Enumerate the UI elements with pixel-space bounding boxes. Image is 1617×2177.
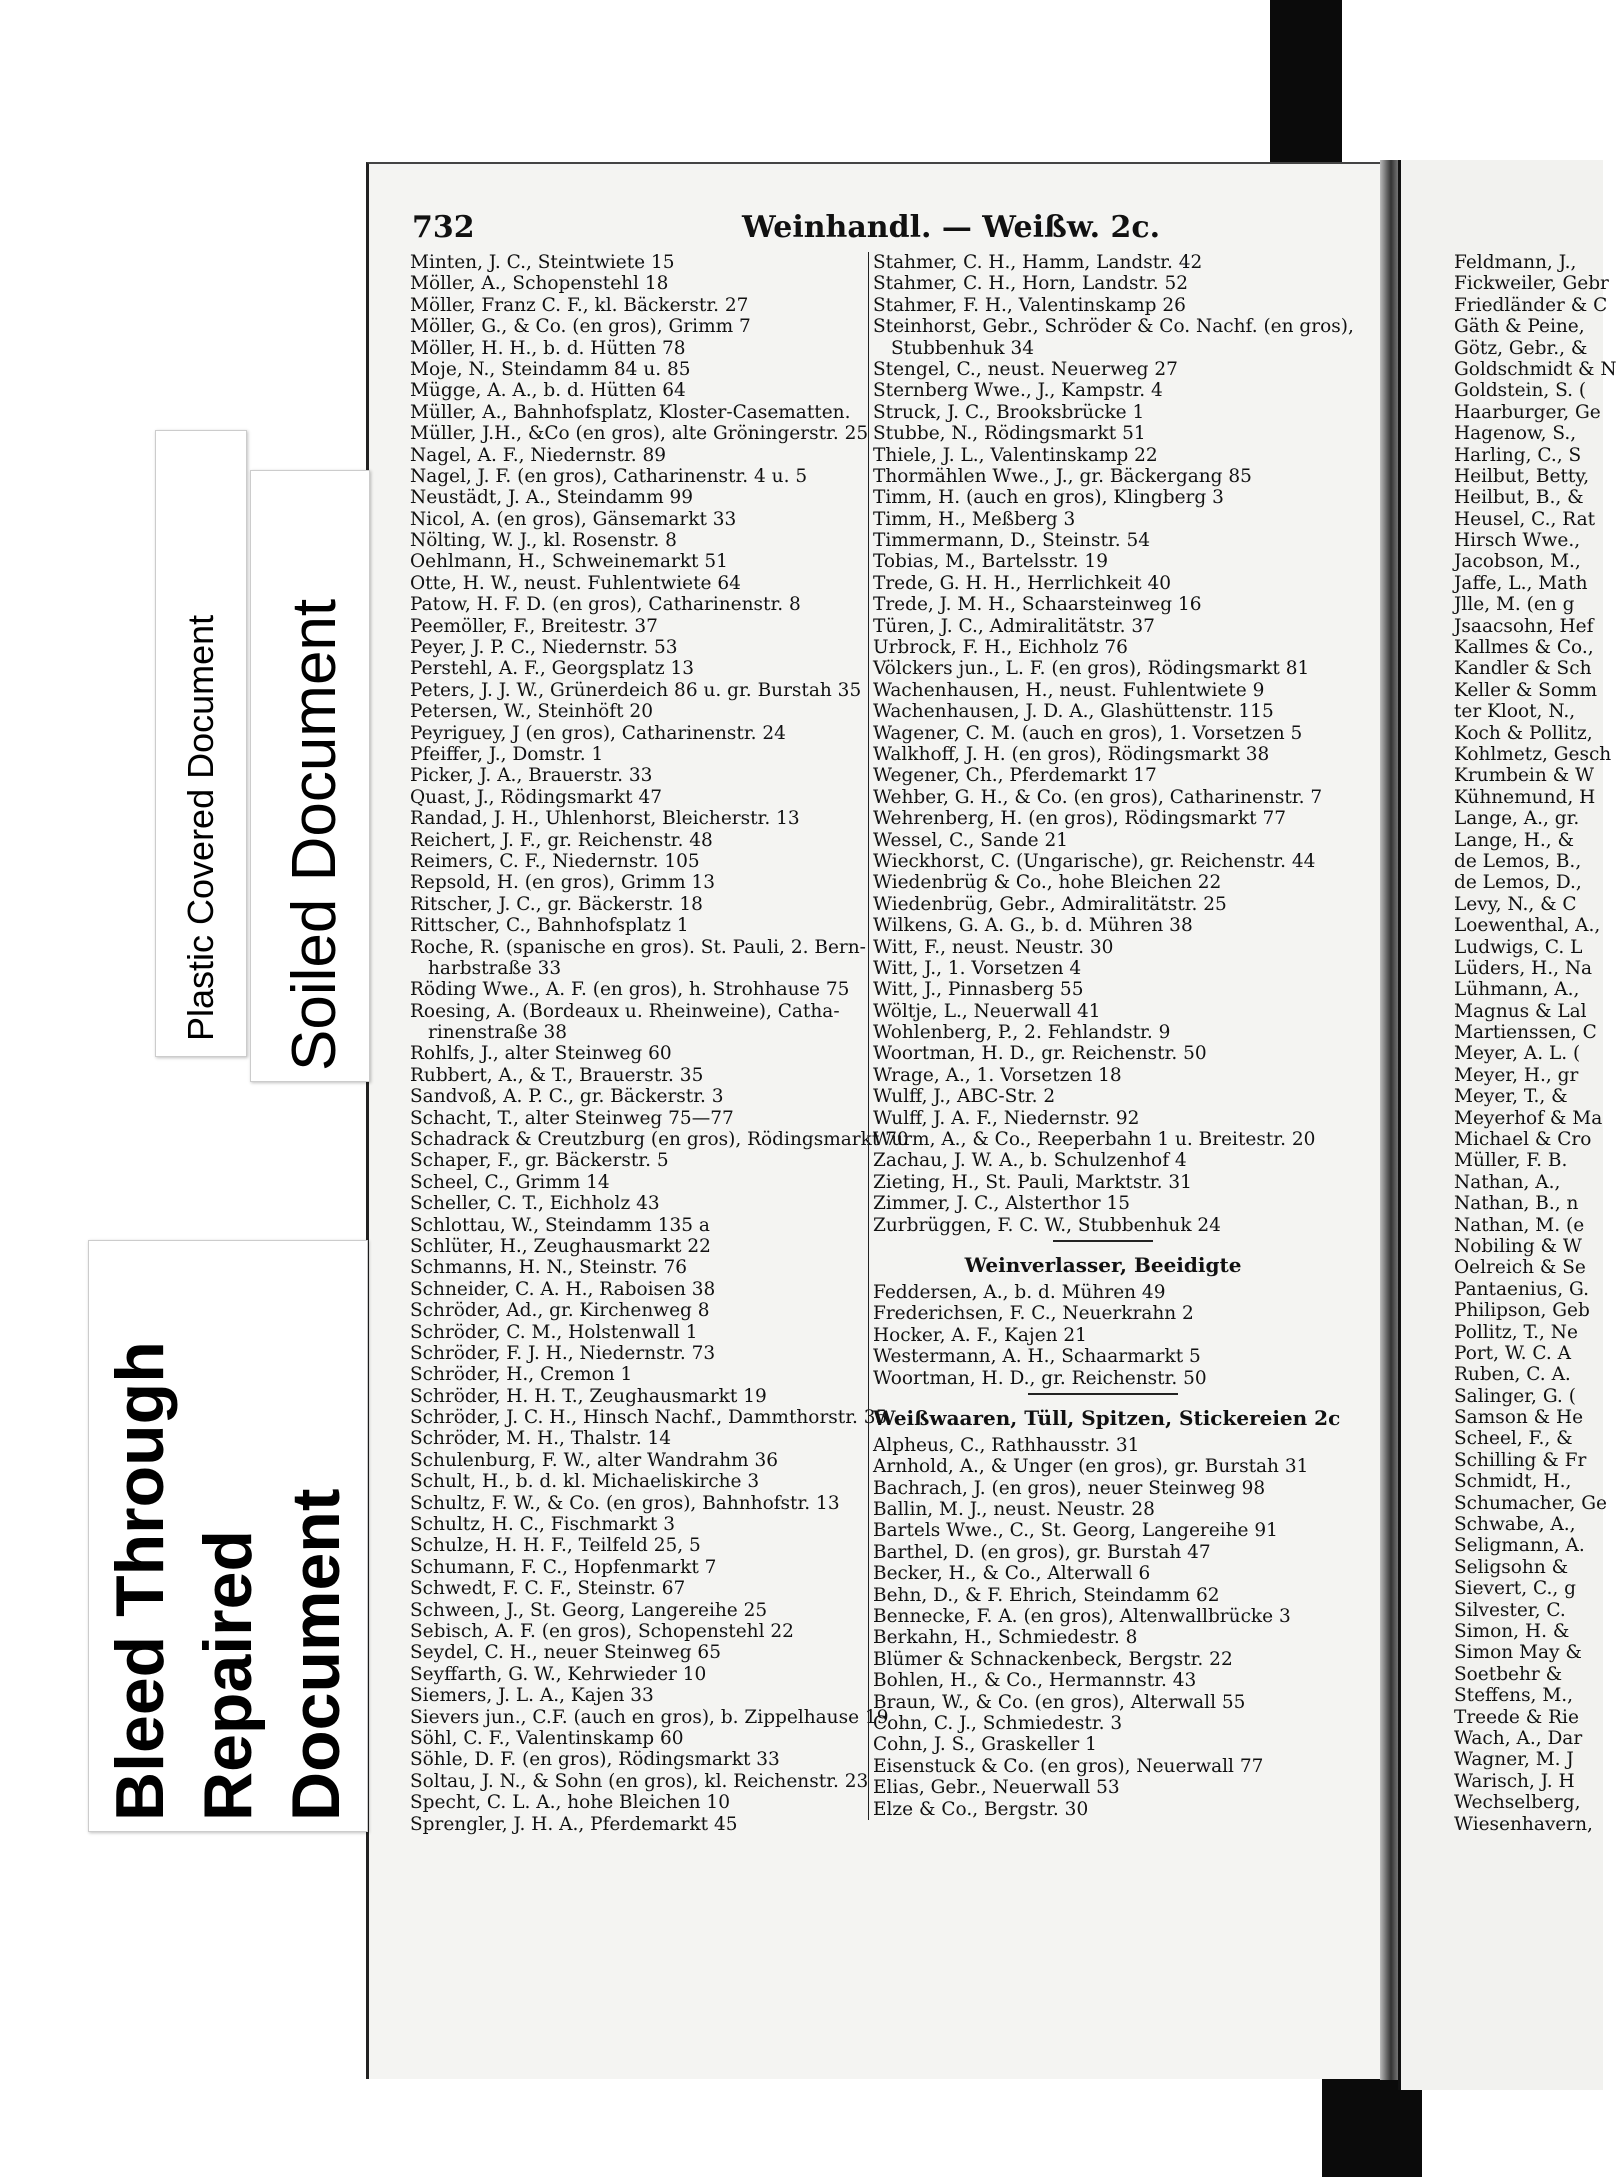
list-item: Meyer, T., & xyxy=(1454,1086,1568,1108)
list-item: Stengel, C., neust. Neuerweg 27 xyxy=(873,358,1178,380)
list-item: Thiele, J. L., Valentinskamp 22 xyxy=(873,444,1158,466)
list-item: Frederichsen, F. C., Neuerkrahn 2 xyxy=(873,1303,1194,1325)
label-soiled xyxy=(250,470,370,1082)
list-item: Schulenburg, F. W., alter Wandrahm 36 xyxy=(410,1449,778,1471)
list-item: Treede & Rie xyxy=(1454,1706,1579,1728)
list-item: Peters, J. J. W., Grünerdeich 86 u. gr. Burstah 35 xyxy=(410,679,862,701)
label-plastic-covered xyxy=(155,430,247,1057)
list-item: Peyriguey, J (en gros), Catharinenstr. 24 xyxy=(410,722,786,744)
list-item: Meyer, A. L. ( xyxy=(1454,1043,1581,1065)
list-item: Neustädt, J. A., Steindamm 99 xyxy=(410,487,694,509)
list-item: Pfeiffer, J., Domstr. 1 xyxy=(410,743,604,765)
list-item: Soetbehr & xyxy=(1454,1663,1563,1685)
list-item: Schult, H., b. d. kl. Michaeliskirche 3 xyxy=(410,1471,760,1493)
list-item: Walkhoff, J. H. (en gros), Rödingsmarkt 38 xyxy=(873,743,1270,765)
list-item: Hagenow, S., xyxy=(1454,423,1577,445)
list-item: Timmermann, D., Steinstr. 54 xyxy=(873,530,1151,552)
list-item: Feddersen, A., b. d. Mühren 49 xyxy=(873,1281,1166,1303)
binder-clip-top xyxy=(1270,0,1342,165)
list-item: Schröder, H., Cremon 1 xyxy=(410,1364,633,1386)
list-item: Salinger, G. ( xyxy=(1454,1385,1576,1407)
list-item: Wilkens, G. A. G., b. d. Mühren 38 xyxy=(873,915,1193,937)
list-item: Wulff, J. A. F., Niedernstr. 92 xyxy=(873,1107,1140,1129)
list-item: Reimers, C. F., Niedernstr. 105 xyxy=(410,850,700,872)
list-item: rinenstraße 38 xyxy=(428,1022,568,1044)
list-item: Mügge, A. A., b. d. Hütten 64 xyxy=(410,380,686,402)
list-item: Bennecke, F. A. (en gros), Altenwallbrücke 3 xyxy=(873,1606,1291,1628)
list-item: Trede, G. H. H., Herrlichkeit 40 xyxy=(873,572,1172,594)
list-item: Seligsohn & xyxy=(1454,1556,1569,1578)
label-soiled-text: Soiled Document xyxy=(280,598,349,1071)
list-item: Heilbut, Betty, xyxy=(1454,465,1590,487)
list-item: Sternberg Wwe., J., Kampstr. 4 xyxy=(873,380,1163,402)
list-item: Wiedenbrüg, Gebr., Admiralitätstr. 25 xyxy=(873,893,1227,915)
list-item: Timm, H. (auch en gros), Klingberg 3 xyxy=(873,487,1224,509)
list-item: Timm, H., Meßberg 3 xyxy=(873,508,1076,530)
list-item: Zurbrüggen, F. C. W., Stubbenhuk 24 xyxy=(873,1214,1221,1236)
list-item: Elias, Gebr., Neuerwall 53 xyxy=(873,1777,1120,1799)
list-item: Müller, J.H., &Co (en gros), alte Gröningerstr. 25 xyxy=(410,423,869,445)
list-item: Nathan, A., xyxy=(1454,1171,1561,1193)
list-item: Schadrack & Creutzburg (en gros), Rödingsmarkt 70 xyxy=(410,1129,909,1151)
list-item: Sebisch, A. F. (en gros), Schopenstehl 22 xyxy=(410,1621,794,1642)
list-item: Michael & Cro xyxy=(1454,1129,1592,1151)
list-item: Wrage, A., 1. Vorsetzen 18 xyxy=(873,1064,1122,1086)
list-item: Scheel, F., & xyxy=(1454,1428,1573,1450)
list-item: Roesing, A. (Bordeaux u. Rheinweine), Catha- xyxy=(410,1000,840,1022)
brokers-list xyxy=(873,1282,1333,1389)
list-item: Moje, N., Steindamm 84 u. 85 xyxy=(410,358,691,380)
right-page-column xyxy=(1454,252,1617,1835)
list-item: Berkahn, H., Schmiedestr. 8 xyxy=(873,1627,1138,1649)
list-item: Loewenthal, A., xyxy=(1454,915,1601,937)
list-item: Cohn, C. J., Schmiedestr. 3 xyxy=(873,1713,1123,1734)
list-item: Patow, H. F. D. (en gros), Catharinenstr. 8 xyxy=(410,594,801,616)
section-title-whitegoods: Weißwaaren, Tüll, Spitzen, Stickereien 2c xyxy=(873,1405,1341,1430)
list-item: Friedländer & C xyxy=(1454,294,1608,316)
list-item: Behn, D., & F. Ehrich, Steindamm 62 xyxy=(873,1584,1220,1606)
list-item: Steffens, M., xyxy=(1454,1685,1574,1707)
list-item: Witt, J., 1. Vorsetzen 4 xyxy=(873,957,1082,979)
list-item: Türen, J. C., Admiralitätstr. 37 xyxy=(873,615,1155,637)
list-item: Jaffe, L., Math xyxy=(1454,572,1588,594)
list-item: Port, W. C. A xyxy=(1454,1342,1572,1364)
list-item: Blümer & Schnackenbeck, Bergstr. 22 xyxy=(873,1648,1233,1670)
list-item: Seyffarth, G. W., Kehrwieder 10 xyxy=(410,1663,707,1685)
list-item: Wieckhorst, C. (Ungarische), gr. Reichenstr. 44 xyxy=(873,850,1316,872)
list-item: Schwedt, F. C. F., Steinstr. 67 xyxy=(410,1578,686,1600)
list-item: Wagener, C. M. (auch en gros), 1. Vorsetzen 5 xyxy=(873,722,1303,744)
list-item: Schröder, C. M., Holstenwall 1 xyxy=(410,1321,698,1343)
list-item: Krumbein & W xyxy=(1454,765,1594,787)
list-item: Wulff, J., ABC-Str. 2 xyxy=(873,1086,1056,1108)
list-item: Hocker, A. F., Kajen 21 xyxy=(873,1324,1087,1346)
list-item: Fickweiler, Gebr xyxy=(1454,273,1609,295)
list-item: Wachenhausen, H., neust. Fuhlentwiete 9 xyxy=(873,679,1265,701)
list-item: Lüders, H., Na xyxy=(1454,957,1593,979)
list-item: Wehber, G. H., & Co. (en gros), Catharinenstr. 7 xyxy=(873,786,1323,808)
list-item: Woortman, H. D., gr. Reichenstr. 50 xyxy=(873,1367,1207,1389)
list-item: Schilling & Fr xyxy=(1454,1449,1587,1471)
list-item: harbstraße 33 xyxy=(428,957,562,979)
list-item: Sievers jun., C.F. (auch en gros), b. Zippelhause 19 xyxy=(410,1706,889,1728)
list-item: Wöltje, L., Neuerwall 41 xyxy=(873,1000,1101,1022)
list-item: Siemers, J. L. A., Kajen 33 xyxy=(410,1685,654,1707)
list-item: Bartels Wwe., C., St. Georg, Langereihe 91 xyxy=(873,1520,1278,1542)
list-item: Wach, A., Dar xyxy=(1454,1727,1583,1749)
page-number: 732 xyxy=(412,210,475,245)
list-item: Schultz, H. C., Fischmarkt 3 xyxy=(410,1514,675,1536)
list-item: Müller, F. B. xyxy=(1454,1150,1568,1172)
list-item: Schneider, C. A. H., Raboisen 38 xyxy=(410,1278,716,1300)
list-item: Wiesenhavern, xyxy=(1454,1813,1593,1835)
list-item: Harling, C., S xyxy=(1454,444,1582,466)
list-item: Wechselberg, xyxy=(1454,1792,1581,1814)
list-item: Jlle, M. (en g xyxy=(1454,594,1575,616)
list-item: Seligmann, A. xyxy=(1454,1535,1585,1557)
list-item: Peemöller, F., Breitestr. 37 xyxy=(410,615,658,637)
list-item: Witt, J., Pinnasberg 55 xyxy=(873,979,1084,1001)
list-item: Steinhorst, Gebr., Schröder & Co. Nachf. (en gros), xyxy=(873,316,1354,338)
list-item: Möller, G., & Co. (en gros), Grimm 7 xyxy=(410,316,751,338)
left-column xyxy=(410,252,909,1835)
page-title: Weinhandl. — Weißw. 2c. xyxy=(742,210,1161,245)
list-item: Schulze, H. H. F., Teilfeld 25, 5 xyxy=(410,1535,701,1557)
list-item: Schultz, F. W., & Co. (en gros), Bahnhofstr. 13 xyxy=(410,1492,840,1514)
list-item: Picker, J. A., Brauerstr. 33 xyxy=(410,765,653,787)
list-item: Keller & Somm xyxy=(1454,679,1598,701)
list-item: Möller, Franz C. F., kl. Bäckerstr. 27 xyxy=(410,294,749,316)
list-item: Zieting, H., St. Pauli, Marktstr. 31 xyxy=(873,1171,1192,1193)
wine-dealers-continued xyxy=(873,252,1354,1236)
list-item: Rittscher, C., Bahnhofsplatz 1 xyxy=(410,915,689,937)
list-item: Lange, H., & xyxy=(1454,829,1575,851)
list-item: Quast, J., Rödingsmarkt 47 xyxy=(410,786,662,808)
list-item: Gäth & Peine, xyxy=(1454,316,1585,338)
list-item: Warisch, J. H xyxy=(1454,1770,1575,1792)
list-item: Ballin, M. J., neust. Neustr. 28 xyxy=(873,1499,1155,1521)
list-item: Barthel, D. (en gros), gr. Burstah 47 xyxy=(873,1541,1211,1563)
list-item: Götz, Gebr., & xyxy=(1454,337,1588,359)
list-item: Tobias, M., Bartelsstr. 19 xyxy=(873,551,1108,573)
list-item: Schröder, H. H. T., Zeughausmarkt 19 xyxy=(410,1385,767,1407)
list-item: Nölting, W. J., kl. Rosenstr. 8 xyxy=(410,530,677,552)
list-item: Lühmann, A., xyxy=(1454,979,1580,1001)
list-item: Wurm, A., & Co., Reeperbahn 1 u. Breitestr. 20 xyxy=(873,1129,1316,1151)
list-item: Trede, J. M. H., Schaarsteinweg 16 xyxy=(873,594,1202,616)
list-item: Möller, H. H., b. d. Hütten 78 xyxy=(410,337,686,359)
list-item: de Lemos, D., xyxy=(1454,872,1582,894)
list-item: Alpheus, C., Rathhausstr. 31 xyxy=(873,1434,1140,1456)
list-item: Soltau, J. N., & Sohn (en gros), kl. Reichenstr. 23 xyxy=(410,1770,869,1792)
list-item: Woortman, H. D., gr. Reichenstr. 50 xyxy=(873,1043,1207,1065)
list-item: Arnhold, A., & Unger (en gros), gr. Burstah 31 xyxy=(873,1456,1309,1478)
list-item: Schmanns, H. N., Steinstr. 76 xyxy=(410,1257,688,1279)
section-divider xyxy=(1028,1393,1178,1395)
list-item: Struck, J. C., Brooksbrücke 1 xyxy=(873,401,1145,423)
list-item: Lange, A., gr. xyxy=(1454,808,1580,830)
list-item: Nathan, B., n xyxy=(1454,1193,1579,1215)
list-item: Wohlenberg, P., 2. Fehlandstr. 9 xyxy=(873,1022,1171,1044)
list-item: Wiedenbrüg & Co., hohe Bleichen 22 xyxy=(873,872,1222,894)
list-item: Silvester, C. xyxy=(1454,1599,1566,1621)
list-item: Goldstein, S. ( xyxy=(1454,380,1587,402)
list-item: Wagner, M. J xyxy=(1454,1749,1574,1771)
list-item: Nagel, J. F. (en gros), Catharinenstr. 4 u. 5 xyxy=(410,465,808,487)
list-item: Randad, J. H., Uhlenhorst, Bleicherstr. 13 xyxy=(410,808,800,830)
list-item: Nagel, A. F., Niedernstr. 89 xyxy=(410,444,667,466)
list-item: Seydel, C. H., neuer Steinweg 65 xyxy=(410,1642,721,1664)
list-item: Elze & Co., Bergstr. 30 xyxy=(873,1798,1089,1820)
list-item: Stubbenhuk 34 xyxy=(891,337,1035,359)
list-item: Heusel, C., Rat xyxy=(1454,508,1596,530)
list-item: Levy, N., & C xyxy=(1454,893,1577,915)
section-divider xyxy=(1053,1240,1153,1242)
list-item: Oehlmann, H., Schweinemarkt 51 xyxy=(410,551,728,573)
list-item: Möller, A., Schopenstehl 18 xyxy=(410,273,669,295)
list-item: Schwabe, A., xyxy=(1454,1514,1576,1536)
list-item: Simon May & xyxy=(1454,1642,1582,1664)
label-plastic-text: Plastic Covered Document xyxy=(180,614,221,1041)
list-item: Schlottau, W., Steindamm 135 a xyxy=(410,1214,710,1236)
list-item: Braun, W., & Co. (en gros), Alterwall 55 xyxy=(873,1691,1246,1713)
list-item: Roche, R. (spanische en gros). St. Pauli, 2. Bern- xyxy=(410,936,866,958)
list-item: Stubbe, N., Rödingsmarkt 51 xyxy=(873,423,1146,445)
list-item: Zachau, J. W. A., b. Schulzenhof 4 xyxy=(873,1150,1187,1172)
list-item: Bohlen, H., & Co., Hermannstr. 43 xyxy=(873,1670,1197,1692)
list-item: Ludwigs, C. L xyxy=(1454,936,1583,958)
list-item: Haarburger, Ge xyxy=(1454,401,1601,423)
list-item: Schröder, Ad., gr. Kirchenweg 8 xyxy=(410,1300,710,1322)
list-item: Schumacher, Ge xyxy=(1454,1492,1607,1514)
list-item: Westermann, A. H., Schaarmarkt 5 xyxy=(873,1346,1201,1368)
list-item: Meyerhof & Ma xyxy=(1454,1107,1603,1129)
list-item: Jacobson, M., xyxy=(1454,551,1581,573)
label-bleed-repaired xyxy=(88,1240,368,1832)
list-item: Perstehl, A. F., Georgsplatz 13 xyxy=(410,658,695,680)
list-item: Peyer, J. P. C., Niedernstr. 53 xyxy=(410,637,678,659)
list-item: Petersen, W., Steinhöft 20 xyxy=(410,701,653,723)
list-item: Thormählen Wwe., J., gr. Bäckergang 85 xyxy=(873,465,1252,487)
list-item: Schröder, F. J. H., Niedernstr. 73 xyxy=(410,1342,716,1364)
list-item: Jsaacsohn, Hef xyxy=(1454,615,1594,637)
list-item: Zimmer, J. C., Alsterthor 15 xyxy=(873,1193,1131,1215)
list-item: Koch & Pollitz, xyxy=(1454,722,1593,744)
list-item: Stahmer, F. H., Valentinskamp 26 xyxy=(873,294,1186,316)
list-item: Simon, H. & xyxy=(1454,1621,1570,1642)
list-item: de Lemos, B., xyxy=(1454,850,1582,872)
list-item: Schmidt, H., xyxy=(1454,1471,1572,1493)
list-item: Ruben, C. A. xyxy=(1454,1364,1571,1386)
list-item: Minten, J. C., Steintwiete 15 xyxy=(410,252,675,273)
list-item: Wegener, Ch., Pferdemarkt 17 xyxy=(873,765,1157,787)
list-item: Meyer, H., gr xyxy=(1454,1064,1579,1086)
list-item: ter Kloot, N., xyxy=(1454,701,1576,723)
list-item: Stahmer, C. H., Hamm, Landstr. 42 xyxy=(873,252,1203,273)
list-item: Repsold, H. (en gros), Grimm 13 xyxy=(410,872,716,894)
list-item: Stahmer, C. H., Horn, Landstr. 52 xyxy=(873,273,1189,295)
whitegoods-list xyxy=(873,1435,1333,1820)
list-item: Kallmes & Co., xyxy=(1454,637,1594,659)
list-item: Ritscher, J. C., gr. Bäckerstr. 18 xyxy=(410,893,703,915)
list-item: Kandler & Sch xyxy=(1454,658,1592,680)
list-item: Heilbut, B., & xyxy=(1454,487,1584,509)
middle-column xyxy=(868,252,1354,1820)
list-item: Nobiling & W xyxy=(1454,1235,1582,1257)
label-bleed-text: Bleed Through xyxy=(102,1341,178,1821)
page-header xyxy=(412,210,1312,250)
list-item: Reichert, J. F., gr. Reichenstr. 48 xyxy=(410,829,713,851)
section-title-brokers: Weinverlasser, Beeidigte xyxy=(964,1252,1242,1277)
list-item: Schween, J., St. Georg, Langereihe 25 xyxy=(410,1599,768,1621)
list-item: Schröder, M. H., Thalstr. 14 xyxy=(410,1428,672,1450)
list-item: Wachenhausen, J. D. A., Glashüttenstr. 115 xyxy=(873,701,1274,723)
list-item: Sandvoß, A. P. C., gr. Bäckerstr. 3 xyxy=(410,1086,724,1108)
list-item: Witt, F., neust. Neustr. 30 xyxy=(873,936,1114,958)
list-item: Schröder, J. C. H., Hinsch Nachf., Dammthorstr. 35 xyxy=(410,1407,888,1429)
list-item: Martienssen, C xyxy=(1454,1022,1597,1044)
list-item: Wehrenberg, H. (en gros), Rödingsmarkt 77 xyxy=(873,808,1287,830)
list-item: Pantaenius, G. xyxy=(1454,1278,1589,1300)
list-item: Otte, H. W., neust. Fuhlentwiete 64 xyxy=(410,572,741,594)
list-item: Feldmann, J., xyxy=(1454,252,1577,273)
list-item: Oelreich & Se xyxy=(1454,1257,1586,1279)
list-item: Kühnemund, H xyxy=(1454,786,1596,808)
list-item: Cohn, J. S., Graskeller 1 xyxy=(873,1734,1097,1756)
list-item: Völckers jun., L. F. (en gros), Rödingsmarkt 81 xyxy=(873,658,1310,680)
label-document-text: Document xyxy=(278,1488,354,1821)
list-item: Becker, H., & Co., Alterwall 6 xyxy=(873,1563,1151,1585)
list-item: Pollitz, T., Ne xyxy=(1454,1321,1578,1343)
list-item: Sprengler, J. H. A., Pferdemarkt 45 xyxy=(410,1813,738,1835)
list-item: Samson & He xyxy=(1454,1407,1584,1429)
list-item: Wessel, C., Sande 21 xyxy=(873,829,1069,851)
list-item: Bachrach, J. (en gros), neuer Steinweg 98 xyxy=(873,1477,1266,1499)
list-item: Philipson, Geb xyxy=(1454,1300,1590,1322)
list-item: Müller, A., Bahnhofsplatz, Kloster-Casematten. xyxy=(410,401,851,423)
list-item: Scheel, C., Grimm 14 xyxy=(410,1171,610,1193)
list-item: Schaper, F., gr. Bäckerstr. 5 xyxy=(410,1150,669,1172)
list-item: Röding Wwe., A. F. (en gros), h. Strohhause 75 xyxy=(410,979,850,1001)
list-item: Kohlmetz, Gesch xyxy=(1454,743,1612,765)
list-item: Hirsch Wwe., xyxy=(1454,530,1581,552)
list-item: Nathan, M. (e xyxy=(1454,1214,1585,1236)
list-item: Schacht, T., alter Steinweg 75—77 xyxy=(410,1107,734,1129)
list-item: Goldschmidt & N xyxy=(1454,358,1617,380)
list-item: Scheller, C. T., Eichholz 43 xyxy=(410,1193,660,1215)
list-item: Specht, C. L. A., hohe Bleichen 10 xyxy=(410,1792,730,1814)
list-item: Rubbert, A., & T., Brauerstr. 35 xyxy=(410,1064,704,1086)
list-item: Schlüter, H., Zeughausmarkt 22 xyxy=(410,1235,711,1257)
list-item: Urbrock, F. H., Eichholz 76 xyxy=(873,637,1128,659)
list-item: Söhl, C. F., Valentinskamp 60 xyxy=(410,1727,684,1749)
list-item: Schumann, F. C., Hopfenmarkt 7 xyxy=(410,1556,717,1578)
list-item: Magnus & Lal xyxy=(1454,1000,1587,1022)
list-item: Sievert, C., g xyxy=(1454,1578,1576,1600)
list-item: Söhle, D. F. (en gros), Rödingsmarkt 33 xyxy=(410,1749,780,1771)
label-repaired-text: Repaired xyxy=(190,1530,266,1821)
list-item: Nicol, A. (en gros), Gänsemarkt 33 xyxy=(410,508,737,530)
list-item: Eisenstuck & Co. (en gros), Neuerwall 77 xyxy=(873,1755,1264,1777)
list-item: Rohlfs, J., alter Steinweg 60 xyxy=(410,1043,672,1065)
